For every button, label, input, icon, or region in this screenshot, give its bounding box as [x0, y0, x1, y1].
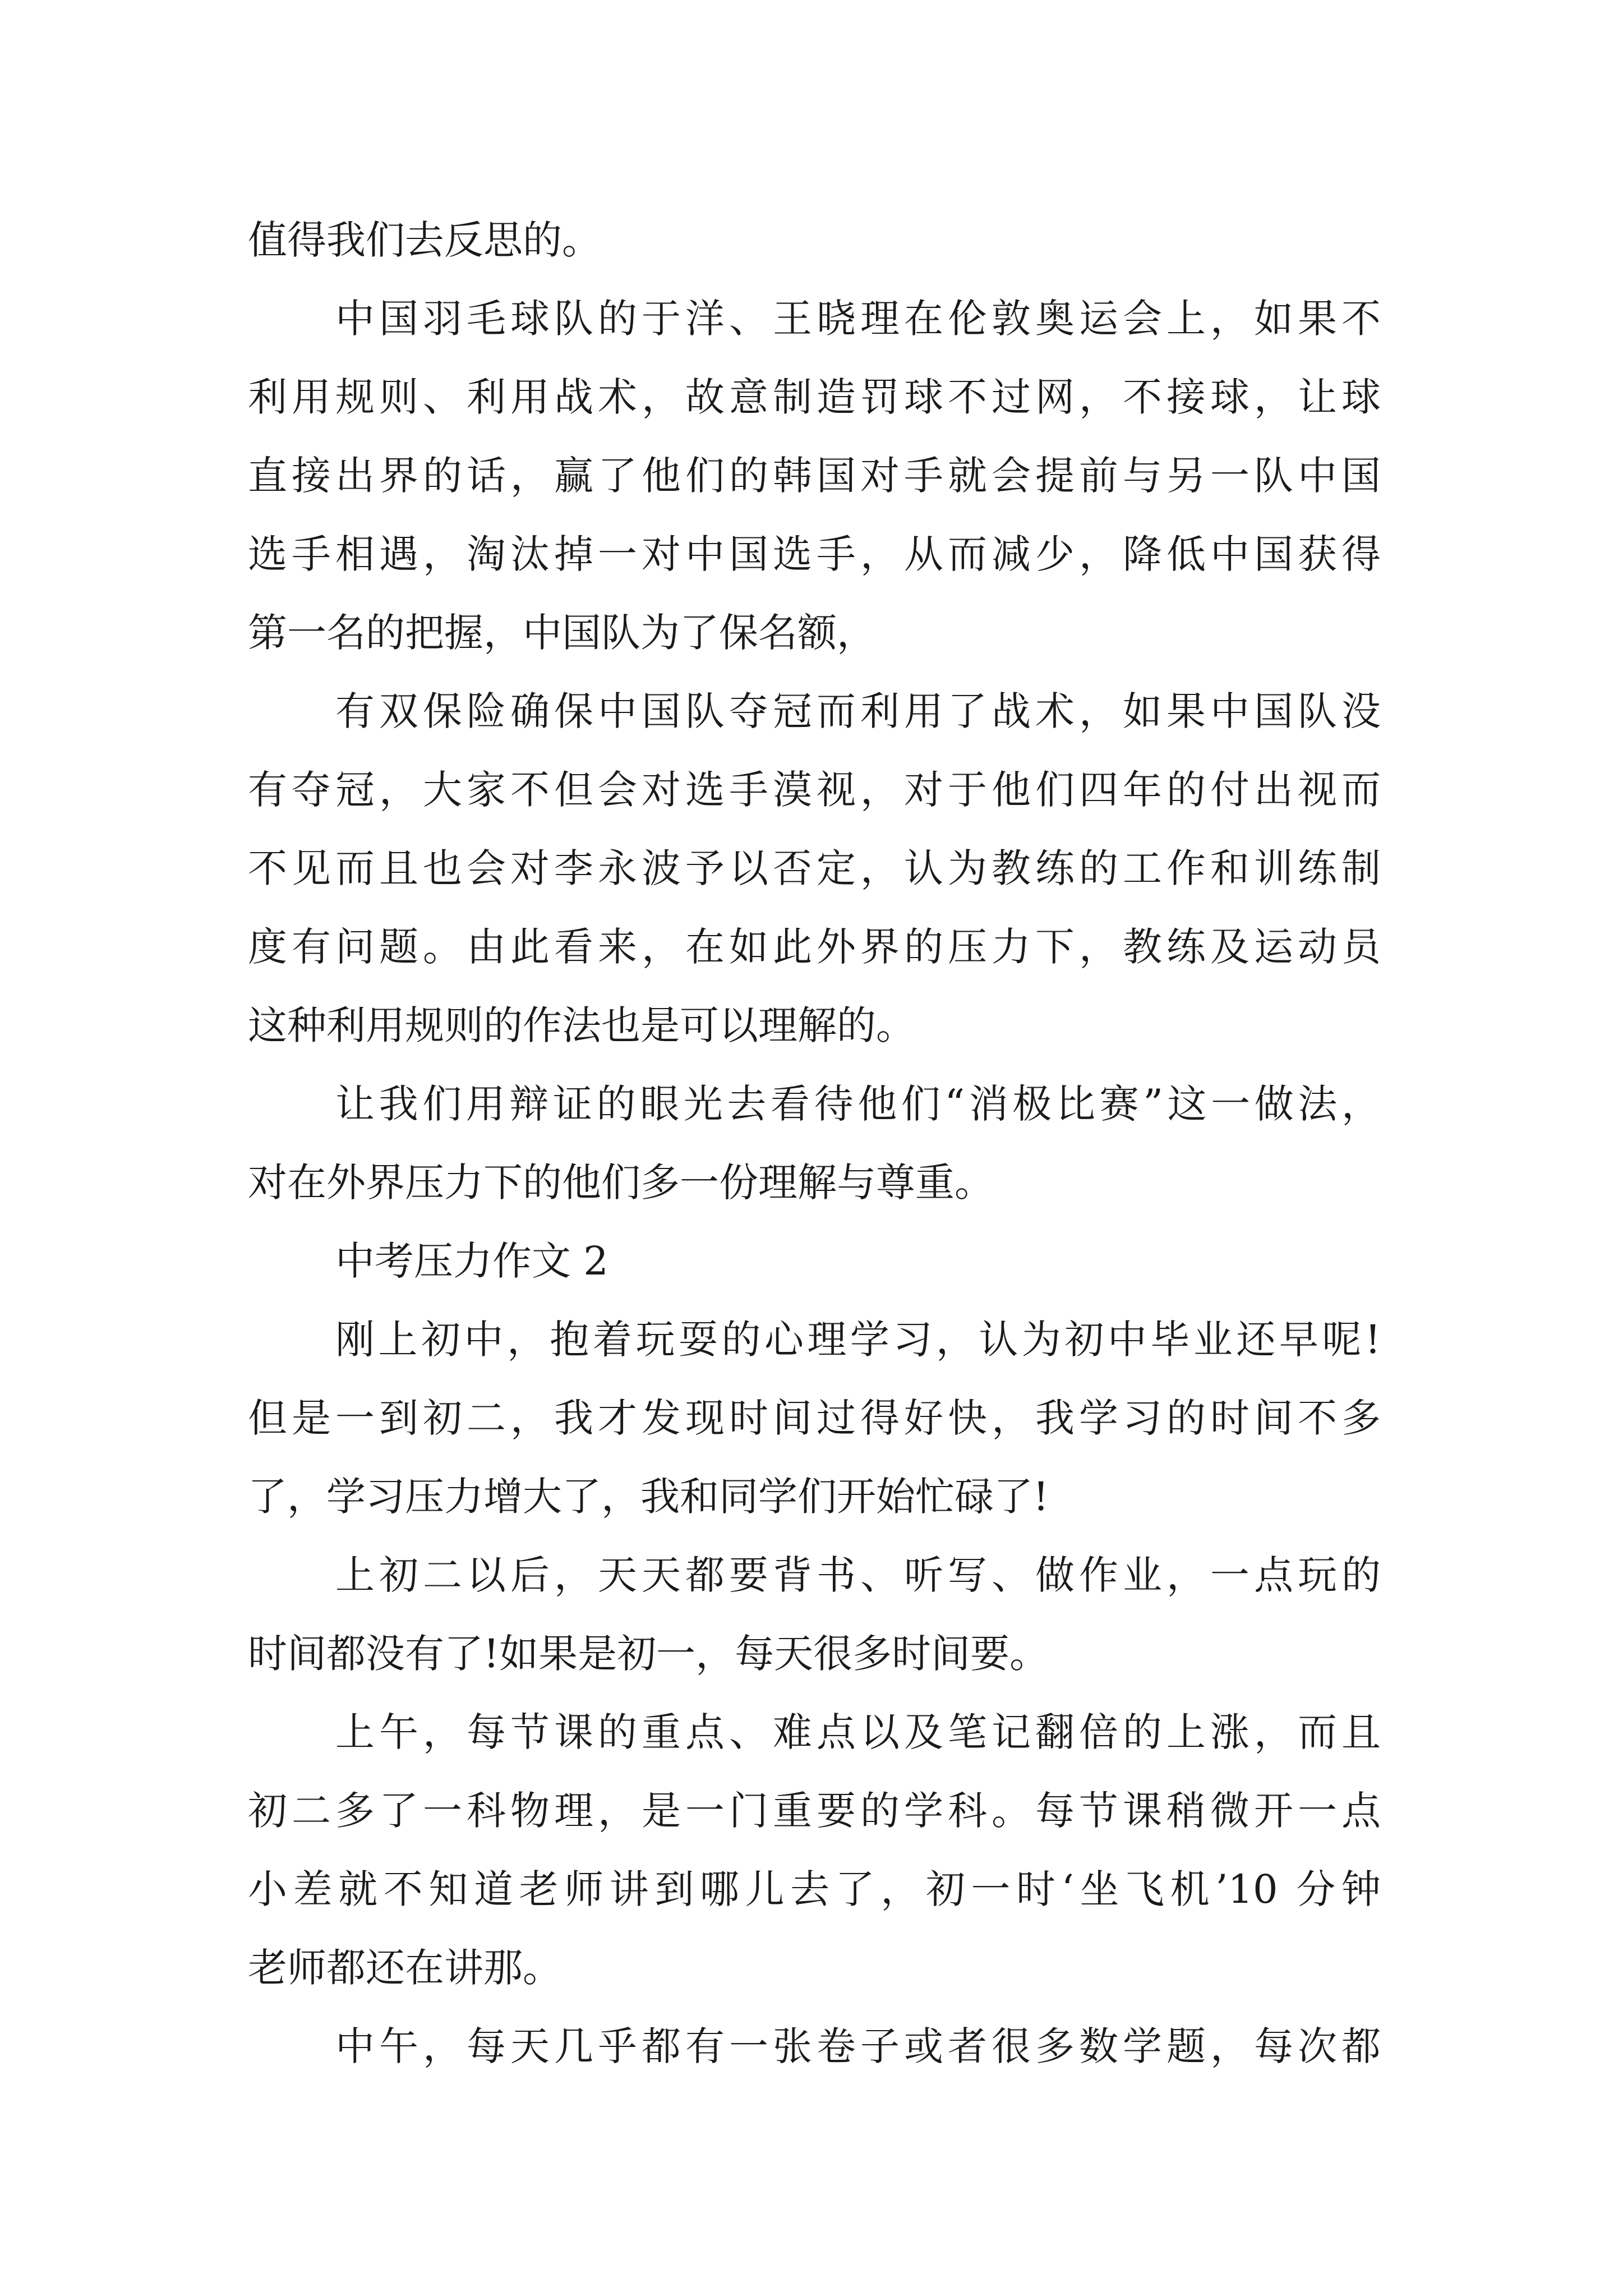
text-line: 中午，每天几乎都有一张卷子或者很多数学题，每次都 — [335, 2023, 1381, 2069]
text-line: 有夺冠，大家不但会对选手漠视，对于他们四年的付出视而 — [248, 767, 1381, 813]
text-line: 让我们用辩证的眼光去看待他们“消极比赛”这一做法， — [335, 1081, 1381, 1127]
text-line: 这种利用规则的作法也是可以理解的。 — [248, 1002, 915, 1048]
text-line: 初二多了一科物理，是一门重要的学科。每节课稍微开一点 — [248, 1788, 1381, 1834]
text-line: 刚上初中，抱着玩耍的心理学习，认为初中毕业还早呢! — [335, 1317, 1381, 1363]
text-line: 值得我们去反思的。 — [248, 217, 601, 263]
text-line: 上午，每节课的重点、难点以及笔记翻倍的上涨，而且 — [335, 1709, 1381, 1755]
text-line: 对在外界压力下的他们多一份理解与尊重。 — [248, 1159, 994, 1205]
text-line: 有双保险确保中国队夺冠而利用了战术，如果中国队没 — [335, 688, 1381, 734]
text-line: 度有问题。由此看来，在如此外界的压力下，教练及运动员 — [248, 924, 1381, 970]
text-line: 小差就不知道老师讲到哪儿去了，初一时‘坐飞机’10 分钟 — [248, 1866, 1381, 1912]
text-line: 选手相遇，淘汰掉一对中国选手，从而减少，降低中国获得 — [248, 531, 1381, 577]
text-line: 了，学习压力增大了，我和同学们开始忙碌了! — [248, 1474, 1049, 1520]
text-line: 但是一到初二，我才发现时间过得好快，我学习的时间不多 — [248, 1395, 1381, 1441]
text-line: 第一名的把握，中国队为了保名额， — [248, 610, 876, 656]
text-line: 利用规则、利用战术，故意制造罚球不过网，不接球，让球 — [248, 374, 1381, 420]
text-line: 老师都还在讲那。 — [248, 1945, 562, 1991]
text-line: 中国羽毛球队的于洋、王晓理在伦敦奥运会上，如果不 — [335, 296, 1381, 342]
text-line: 时间都没有了!如果是初一，每天很多时间要。 — [248, 1631, 1049, 1677]
text-line: 不见而且也会对李永波予以否定，认为教练的工作和训练制 — [248, 845, 1381, 891]
text-line: 上初二以后，天天都要背书、听写、做作业，一点玩的 — [335, 1552, 1381, 1598]
section-heading: 中考压力作文 2 — [335, 1238, 608, 1284]
text-line: 直接出界的话，赢了他们的韩国对手就会提前与另一队中国 — [248, 453, 1381, 499]
